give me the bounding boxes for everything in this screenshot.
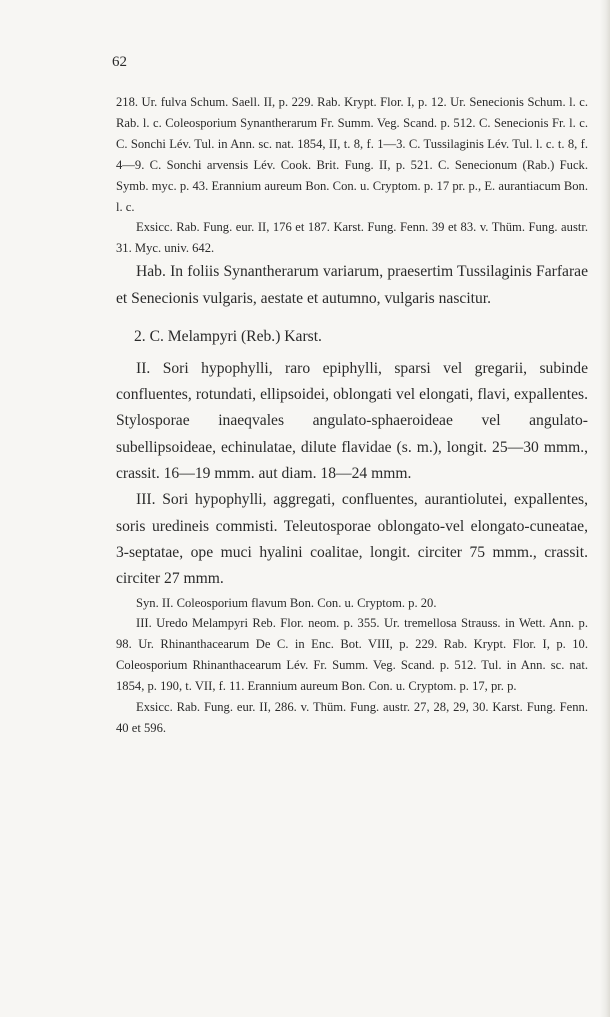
- habitat-paragraph: Hab. In foliis Synantherarum variarum, praesertim Tussilaginis Farfarae et Senecionis vulgaris, aestate et autumno, vulgaris nascitur.: [116, 263, 588, 307]
- synonymy-uredo: Syn. II. Coleosporium flavum Bon. Con. u. Cryptom. p. 20.: [136, 595, 437, 610]
- synonymy-paragraph: 218. Ur. fulva Schum. Saell. II, p. 229. Rab. Krypt. Flor. I, p. 12. Ur. Senecionis Schum. l. c. Rab. l. c. Coleosporium Synantherarum Fr. Summ. Veg. Scand. p. 512. C. Senecionis Fr. l. c. C. Sonchi Lév. Tul. in Ann. sc. nat. 1854, II, t. 8, f. 1—3. C. Tussilaginis Lév. Tul. l. c. t. 8, f. 4—9. C. Sonchi arvensis Lév. Cook. Brit. Fung. II, p. 521. C. Senecionum (Rab.) Fuck. Symb. myc. p. 43. Erannium aureum Bon. Con. u. Cryptom. p. 17 pr. p., E. aurantiacum Bon. l. c.: [116, 95, 588, 214]
- page-number: 62: [112, 54, 127, 70]
- exsiccatae-paragraph: Exsicc. Rab. Fung. eur. II, 176 et 187. Karst. Fung. Fenn. 39 et 83. v. Thüm. Fung. austr. 31. Myc. univ. 642.: [116, 220, 588, 256]
- teleuto-description: III. Sori hypophylli, aggregati, confluentes, aurantiolutei, expallentes, soris uredineis commisti. Teleutosporae oblongato-vel elongato-cuneatae, 3-septatae, ope muci hyalini coalitae, longit. circiter 75 mmm., crassit. circiter 27 mmm.: [116, 491, 588, 588]
- page-body: [116, 92, 588, 739]
- synonymy-teleuto: III. Uredo Melampyri Reb. Flor. neom. p. 355. Ur. tremellosa Strauss. in Wett. Ann. p. 98. Ur. Rhinanthacearum De C. in Enc. Bot. VIII, p. 229. Rab. Krypt. Flor. I, p. 10. Coleosporium Rhinanthacearum Lév. Fr. Summ. Veg. Scand. p. 512. Tul. in Ann. sc. nat. 1854, p. 190, t. VII, f. 11. Erannium aureum Bon. Con. u. Cryptom. p. 17, pr. p.: [116, 616, 588, 694]
- page-edge: [600, 0, 610, 1017]
- uredo-description: II. Sori hypophylli, raro epiphylli, sparsi vel gregarii, subinde confluentes, rotundati, ellipsoidei, oblongati vel elongati, flavi, expallentes. Stylosporae inaeqvales angulato-sphaeroideae vel angulato-subellipsoideae, echinulatae, dilute flavidae (s. m.), longit. 25—30 mmm., crassit. 16—19 mmm. aut diam. 18—24 mmm.: [116, 359, 588, 483]
- exsiccatae-species: Exsicc. Rab. Fung. eur. II, 286. v. Thüm. Fung. austr. 27, 28, 29, 30. Karst. Fung. Fenn. 40 et 596.: [116, 700, 588, 735]
- species-heading: 2. C. Melampyri (Reb.) Karst.: [134, 327, 322, 345]
